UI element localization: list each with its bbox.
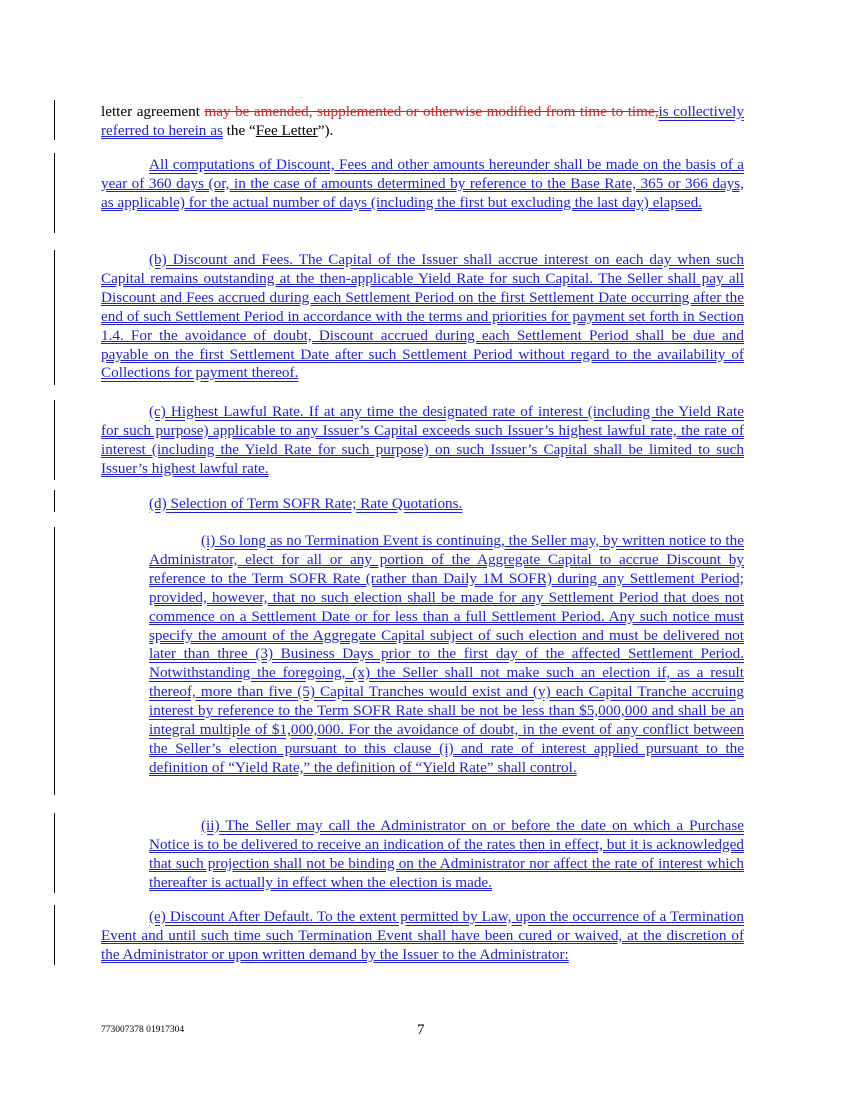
defined-term: Fee Letter (255, 121, 318, 139)
inserted-text: The Seller may call the Administrator on or before the date on which a Purchase Notice is to be delivered to receive an indication of the rates then in effect, but it is acknowledged that such projection shall not be binding on the Administrator nor affect the rate of interest which thereafter is actually in effect when the election is made. (149, 817, 745, 891)
change-bar (54, 400, 55, 480)
inserted-text: All computations of Discount, Fees and other amounts hereunder shall be made on the basis of a year of 360 days (or, in the case of amounts determined by reference to the Base Rate, 365 or 366 days, as applicable) for the actual number of days (including the first but excluding the last day) elapsed. (101, 156, 744, 211)
clause-label: (d) (149, 495, 171, 512)
text-run: the “ (222, 121, 256, 139)
change-bar (54, 905, 55, 965)
change-bar (54, 250, 55, 385)
fee-letter-paragraph (101, 103, 744, 141)
inserted-text: is collectively referred to herein as (101, 103, 744, 139)
text-run: letter agreement (101, 103, 205, 120)
inserted-text: Discount and Fees. The Capital of the Issuer shall accrue interest on each day when such Capital remains outstanding at the then-applicable Yield Rate for such Capital. The Seller shall pay all Discount and Fees accrued during each Settlement Period on the first Settlement Date occurring after the end of such Settlement Period in accordance with the terms and priorities for payment set forth in Section 1.4. For the avoidance of doubt, Discount accrued during each Settlement Period shall be due and payable on the first Settlement Date after such Settlement Period without regard to the availability of Collections for payment thereof. (101, 251, 744, 382)
clause-label: (c) (149, 403, 171, 420)
clause-label: (b) (149, 251, 173, 268)
page-number: 7 (417, 1022, 425, 1038)
inserted-text: Highest Lawful Rate. If at any time the designated rate of interest (including the Yield Rate for such purpose) applicable to any Issuer’s Capital exceeds such Issuer’s highest lawful rate, the rate of interest (including the Yield Rate for such purpose) on such Issuer’s Capital shall be limited to such Issuer’s highest lawful rate. (101, 403, 745, 477)
deleted-text: may be amended, supplemented or otherwise modified from time to time, (204, 103, 659, 120)
change-bar (54, 100, 55, 140)
discount-after-default-paragraph (101, 908, 744, 965)
clause-label: (i) (201, 532, 220, 549)
change-bar (54, 527, 55, 795)
clause-label: (ii) (201, 817, 226, 834)
computations-paragraph (101, 156, 744, 213)
discount-and-fees-paragraph (101, 251, 744, 383)
document-id: 773007378 01917304 (101, 1025, 185, 1035)
inserted-text: So long as no Termination Event is continuing, the Seller may, by written notice to the Administrator, elect for all or any portion of the Aggregate Capital to accrue Discount by reference to the Term SOFR Rate (rather than Daily 1M SOFR) during any Settlement Period; provided, however, that no such election shall be made for any Settlement Period that does not commence on a Settlement Date or for less than a full Settlement Period. Any such notice must specify the amount of the Aggregate Capital subject of such election and must be delivered not later than three (3) Business Days prior to the first day of the affected Settlement Period. Notwithstanding the foregoing, (x) the Seller shall not make such an election if, as a result thereof, more than five (5) Capital Tranches would exist and (y) each Capital Tranche accruing interest by reference to the Term SOFR Rate shall be not be less than $5,000,000 and shall be an integral multiple of $1,000,000. For the avoidance of doubt, in the event of any conflict between the Seller’s election pursuant to this clause (i) and rate of interest applied pursuant to the definition of “Yield Rate,” the definition of “Yield Rate” shall control. (149, 532, 744, 776)
change-bar (54, 813, 55, 893)
clause-label: (e) (149, 908, 170, 925)
highest-lawful-rate-paragraph (101, 403, 744, 479)
rate-quotations-paragraph (149, 817, 744, 893)
change-bar (54, 490, 55, 512)
inserted-text: Selection of Term SOFR Rate; Rate Quotations. (170, 495, 463, 512)
term-sofr-election-paragraph (149, 532, 744, 778)
inserted-text: Discount After Default. To the extent permitted by Law, upon the occurrence of a Termination Event and until such time such Termination Event shall have been cured or waived, at the discretion of the Administrator or upon written demand by the Issuer to the Administrator: (101, 908, 744, 963)
text-run: ”). (317, 121, 334, 139)
selection-heading-paragraph (149, 495, 744, 514)
scan-artifact (301, 97, 302, 98)
change-bar (54, 153, 55, 233)
